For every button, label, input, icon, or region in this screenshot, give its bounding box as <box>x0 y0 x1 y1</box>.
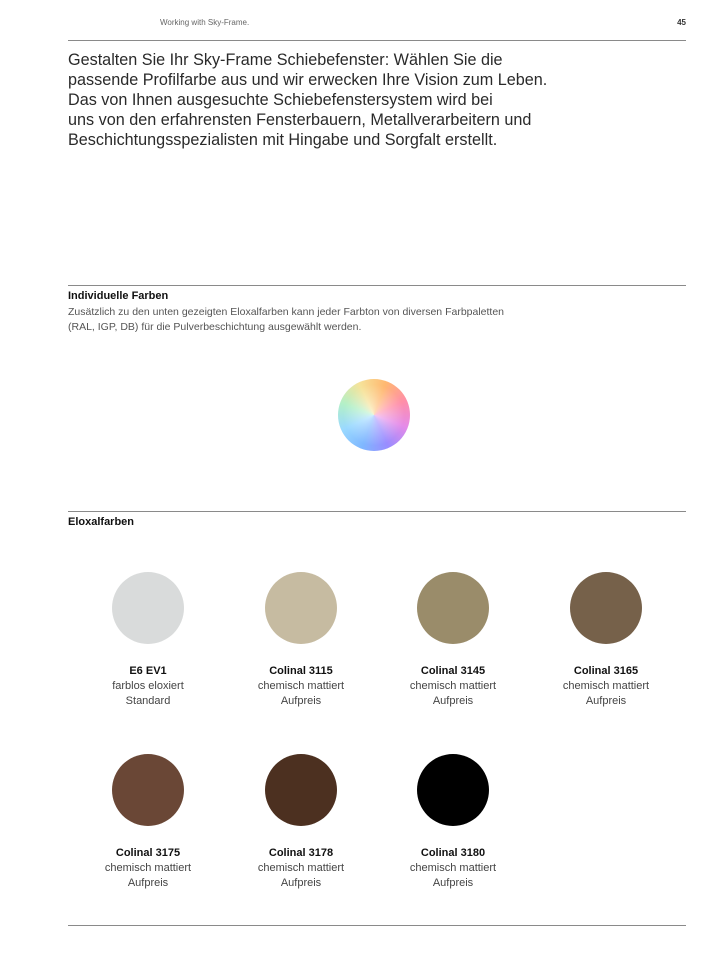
swatch-finish: chemisch mattiert <box>257 862 345 874</box>
swatch-price: Standard <box>125 695 171 707</box>
swatch-item <box>378 754 528 891</box>
swatch-price: Aufpreis <box>280 877 322 889</box>
swatch-finish: chemisch mattiert <box>257 680 345 692</box>
swatch-finish: chemisch mattiert <box>562 680 650 692</box>
swatch-color-circle <box>265 754 337 826</box>
individual-colors-description: Zusätzlich zu den unten gezeigten Eloxalfarben kann jeder Farbton von diversen Farbpaletten (RAL, IGP, DB) für die Pulverbeschichtung ausgewählt werden. <box>68 306 505 333</box>
swatch-item <box>531 572 681 709</box>
swatch-finish: chemisch mattiert <box>409 862 497 874</box>
swatch-color-circle <box>265 572 337 644</box>
header-divider <box>68 40 686 41</box>
swatch-color-circle <box>570 572 642 644</box>
swatch-color-circle <box>112 572 184 644</box>
individual-colors-title: Individuelle Farben <box>68 290 169 302</box>
swatch-price: Aufpreis <box>432 695 474 707</box>
swatch-item <box>226 754 376 891</box>
swatch-price: Aufpreis <box>432 877 474 889</box>
swatch-name: Colinal 3180 <box>420 847 486 859</box>
page-number: 45 <box>677 18 686 27</box>
swatch-price: Aufpreis <box>585 695 627 707</box>
section-divider <box>68 285 686 286</box>
footer-divider <box>68 925 686 926</box>
running-title: Working with Sky-Frame. <box>160 18 250 27</box>
swatch-price: Aufpreis <box>280 695 322 707</box>
swatch-name: Colinal 3178 <box>268 847 334 859</box>
swatch-item <box>73 572 223 709</box>
swatch-price: Aufpreis <box>127 877 169 889</box>
swatch-item <box>226 572 376 709</box>
intro-paragraph: Gestalten Sie Ihr Sky-Frame Schiebefenster: Wählen Sie die passende Profilfarbe aus und wir erwecken Ihre Vision zum Leben. Das von Ihnen ausgesuchte Schiebefenstersystem wird bei uns von den erfahrensten Fensterbauern, Metallverarbeitern und Beschichtungsspezialisten mit Hingabe und Sorgfalt erstellt. <box>68 51 548 149</box>
swatch-finish: chemisch mattiert <box>409 680 497 692</box>
swatch-name: Colinal 3165 <box>573 665 639 677</box>
eloxal-colors-title: Eloxalfarben <box>68 516 135 528</box>
swatch-name: Colinal 3175 <box>115 847 181 859</box>
swatch-name: E6 EV1 <box>129 665 167 677</box>
section-divider <box>68 511 686 512</box>
swatch-color-circle <box>112 754 184 826</box>
swatch-color-circle <box>417 754 489 826</box>
swatch-finish: chemisch mattiert <box>104 862 192 874</box>
swatch-finish: farblos eloxiert <box>112 680 184 692</box>
swatch-color-circle <box>417 572 489 644</box>
swatch-name: Colinal 3145 <box>420 665 486 677</box>
swatch-item <box>378 572 528 709</box>
swatch-item <box>73 754 223 891</box>
color-spectrum-swatch <box>338 379 410 451</box>
swatch-name: Colinal 3115 <box>269 665 333 677</box>
